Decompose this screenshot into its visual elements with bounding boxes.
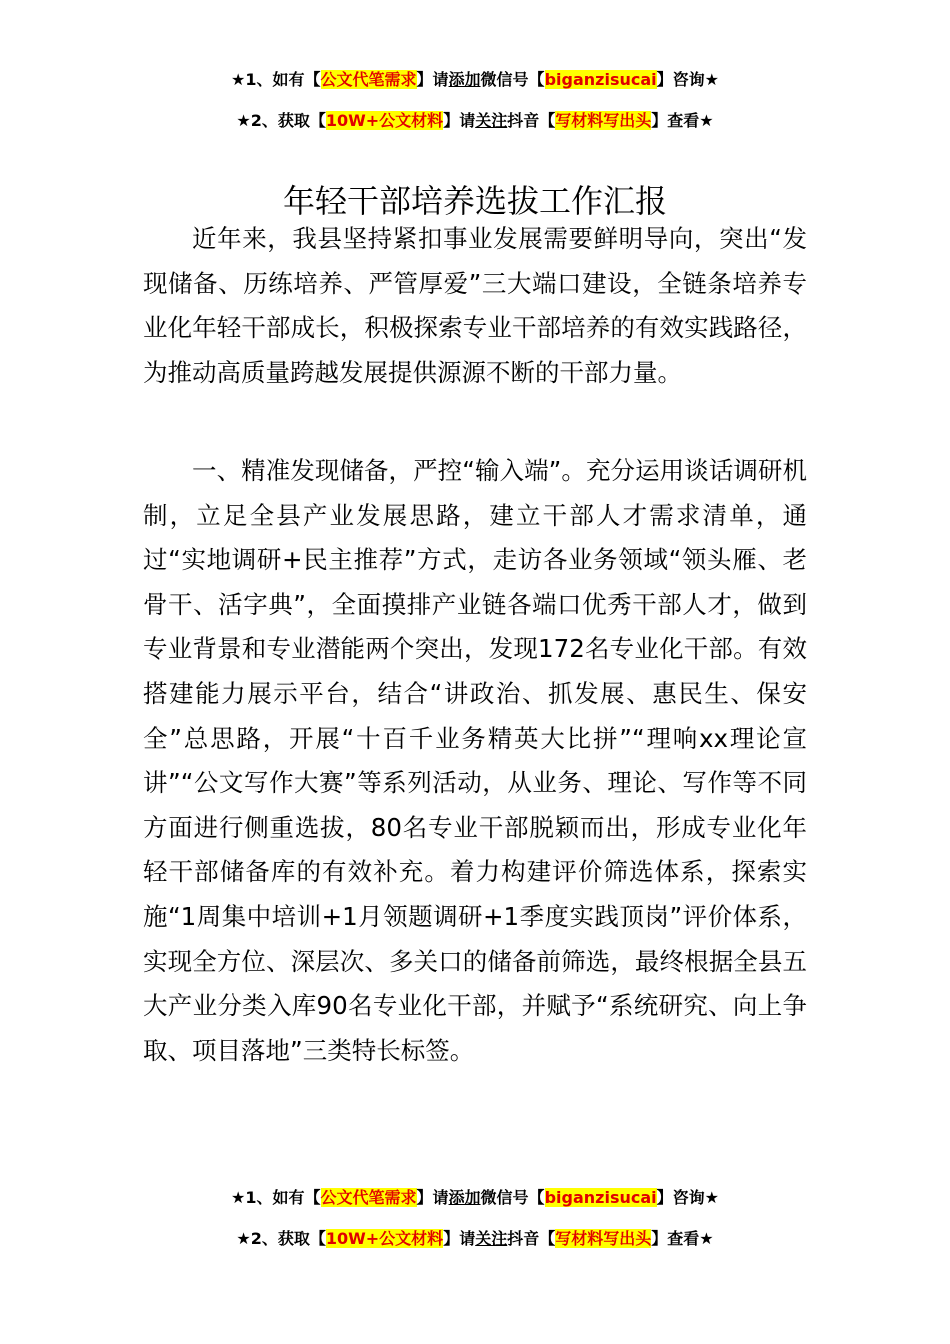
banner-highlight: 10W+公文材料 [325,1229,444,1248]
banner-text: 】请 [443,1229,476,1248]
banner-suffix: 】咨询★ [656,1188,719,1207]
banner-wechat-id: biganzisucai [544,1188,657,1207]
top-banner-line-1 [0,69,950,91]
banner-underline: 关注 [475,1229,508,1248]
banner-text: 抖音【 [507,111,556,130]
banner-prefix: ★1、如有【 [231,70,321,89]
bottom-banner-line-1 [0,1187,950,1209]
bottom-banner-line-2 [0,1228,950,1250]
document-title: 年轻干部培养选拔工作汇报 [282,182,667,221]
banner-underline: 关注 [475,111,508,130]
banner-douyin-id: 写材料写出头 [555,1229,652,1248]
banner-text: 】请 [443,111,476,130]
banner-underline: 添加 [448,1188,481,1207]
banner-text: 微信号【 [480,70,545,89]
banner-text: 】请 [416,1188,449,1207]
banner-suffix: 】查看★ [651,1229,714,1248]
banner-suffix: 】咨询★ [656,70,719,89]
banner-wechat-id: biganzisucai [544,70,657,89]
paragraph-intro: 近年来，我县坚持紧扣事业发展需要鲜明导向，突出“发现储备、历练培养、严管厚爱”三大端口建设，全链条培养专业化年轻干部成长，积极探索专业干部培养的有效实践路径，为推动高质量跨越发展提供源源不断的干部力量。 [143,224,807,387]
banner-suffix: 】查看★ [651,111,714,130]
banner-underline: 添加 [448,70,481,89]
banner-highlight: 10W+公文材料 [325,111,444,130]
banner-highlight: 公文代笔需求 [320,1188,417,1207]
banner-text: 抖音【 [507,1229,556,1248]
banner-prefix: ★2、获取【 [236,1229,326,1248]
banner-prefix: ★2、获取【 [236,111,326,130]
paragraph-section-1: 一、精准发现储备，严控“输入端”。充分运用谈话调研机制，立足全县产业发展思路，建立干部人才需求清单，通过“实地调研+民主推荐”方式，走访各业务领域“领头雁、老骨干、活字典”，全面摸排产业链各端口优秀干部人才，做到专业背景和专业潜能两个突出，发现172名专业化干部。有效搭建能力展示平台，结合“讲政治、抓发展、惠民生、保安全”总思路，开展“十百千业务精英大比拼”“理响xx理论宣讲”“公文写作大赛”等系列活动，从业务、理论、写作等不同方面进行侧重选拔，80名专业干部脱颖而出，形成专业化年轻干部储备库的有效补充。着力构建评价筛选体系，探索实施“1周集中培训+1月领题调研+1季度实践顶岗”评价体系，实现全方位、深层次、多关口的储备前筛选，最终根据全县五大产业分类入库90名专业化干部，并赋予“系统研究、向上争取、项目落地”三类特长标签。 [143,456,807,1065]
banner-prefix: ★1、如有【 [231,1188,321,1207]
top-banner-line-2 [0,110,950,132]
banner-text: 】请 [416,70,449,89]
banner-douyin-id: 写材料写出头 [555,111,652,130]
banner-highlight: 公文代笔需求 [320,70,417,89]
banner-text: 微信号【 [480,1188,545,1207]
